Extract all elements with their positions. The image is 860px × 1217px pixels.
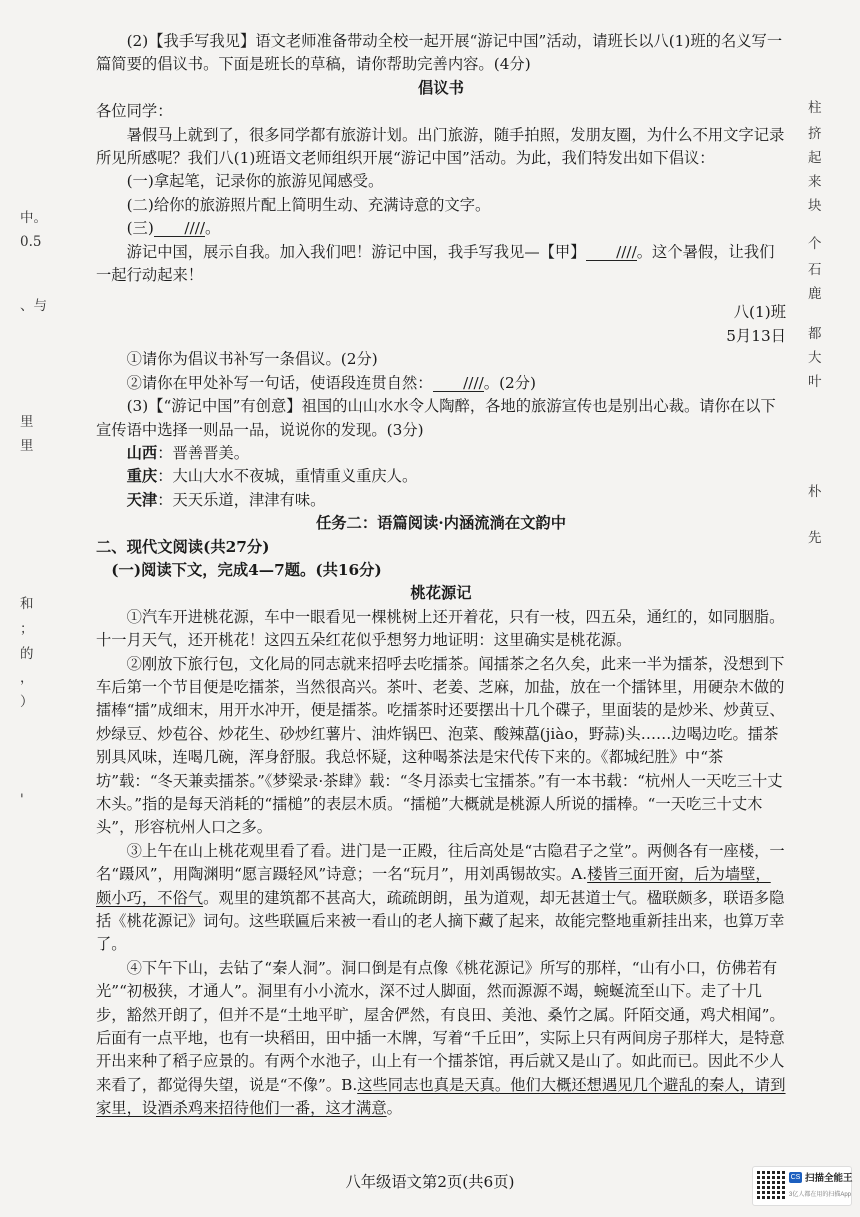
margin-fragment: ） bbox=[20, 694, 34, 710]
sub-question-2-score: 。(2分) bbox=[483, 373, 537, 392]
proposal-greeting: 各位同学： bbox=[96, 102, 173, 121]
slogan-text: ：大山大水不夜城，重情重义重庆人。 bbox=[157, 467, 418, 486]
margin-fragment: 起 bbox=[808, 150, 822, 166]
slogan-place: 天津 bbox=[126, 490, 158, 509]
answer-blank-sub-2[interactable]: //// bbox=[433, 375, 484, 392]
margin-fragment: 、与 bbox=[20, 298, 47, 314]
margin-fragment: 0.5 bbox=[20, 234, 42, 250]
page-footer: 八年级语文第2页(共6页) bbox=[345, 1173, 515, 1191]
slogan-text: ：天天乐道，津津有味。 bbox=[157, 490, 326, 509]
paragraph-3-text-a: ③上午在山上桃花观里看了看。进门是一正殿，往后高处是“古隐君子之堂”。两侧各有一座楼，一名“蹑风”，用陶渊明“愿言蹑轻风”诗意；一名“玩月”，用刘禹锡故实。A. bbox=[96, 841, 785, 884]
reading-instruction: (一)阅读下文，完成4—7题。(共16分) bbox=[111, 560, 382, 579]
margin-fragment: 柱 bbox=[808, 100, 822, 116]
signature-date: 5月13日 bbox=[726, 326, 786, 345]
margin-fragment: 的 bbox=[20, 646, 34, 662]
article-paragraph-1: ①汽车开进桃花源，车中一眼看见一棵桃树上还开着花，只有一枝，四五朵，通红的，如同胭脂。十一月天气，还开桃花！这四五朵红花似乎想努力地证明：这里确实是桃花源。 bbox=[96, 607, 785, 650]
margin-fragment: 块 bbox=[808, 198, 822, 214]
qr-code-icon bbox=[757, 1171, 785, 1199]
paragraph-4-text-a: ④下午下山，去钻了“秦人洞”。洞口倒是有点像《桃花源记》所写的那样，“山有小口，仿佛若有光”“初极狭，才通人”。洞里有小小流水，深不过人脚面，然而源源不竭，蜿蜒流至山下。走了十几步，豁然开朗了，但并不是“土地平旷，屋舍俨然，有良田、美池、桑竹之属。阡陌交通，鸡犬相闻”。后面有一点平地，也有一块稻田，田中插一木牌，写着“千丘田”，实际上只有两间房子那样大，是特意开出来种了稻子应景的。有两个水池子，山上有一个擂茶馆，再后就又是山了。如此而已。因此不少人来看了，都觉得失望，说是“不像”。B. bbox=[96, 958, 785, 1094]
margin-fragment: 先 bbox=[808, 530, 822, 546]
main-content bbox=[96, 30, 786, 1121]
margin-fragment: 个 bbox=[808, 236, 822, 252]
question-2-prompt: (2)【我手写我见】语文老师准备带动全校一起开展“游记中国”活动，请班长以八(1)班的名义写一篇简要的倡议书。下面是班长的草稿，请你帮助完善内容。(4分) bbox=[96, 32, 783, 74]
proposal-paragraph-2 bbox=[96, 241, 786, 288]
answer-blank-jia[interactable]: //// bbox=[586, 244, 637, 261]
section-title: 二、现代文阅读(共27分) bbox=[96, 537, 270, 556]
underlined-sentence-a: 楼皆三面开窗，后为墙壁，颇小巧，不俗气 bbox=[96, 865, 771, 907]
slogan-chongqing bbox=[96, 465, 786, 488]
margin-fragment: ； bbox=[20, 621, 34, 637]
margin-fragment: 石 bbox=[808, 262, 822, 278]
article-paragraph-3 bbox=[96, 840, 786, 957]
camscanner-logo-icon: CS bbox=[790, 1174, 801, 1181]
slogan-place: 重庆 bbox=[126, 467, 158, 486]
question-3-prompt: (3)【“游记中国”有创意】祖国的山山水水令人陶醉，各地的旅游宣传也是别出心裁。请你在以下宣传语中选择一则品一品，说说你的发现。(3分) bbox=[96, 397, 776, 439]
slogan-tianjin bbox=[96, 489, 786, 512]
scanner-app-name: 扫描全能王 bbox=[805, 1173, 853, 1184]
proposal-item-2: (二)给你的旅游照片配上简明生动、充满诗意的文字。 bbox=[126, 195, 491, 214]
item-3-prefix: (三) bbox=[126, 219, 154, 238]
margin-fragment: 大 bbox=[808, 350, 822, 366]
margin-fragment: 来 bbox=[808, 174, 822, 190]
margin-fragment: 中。 bbox=[20, 210, 47, 226]
signature-class: 八(1)班 bbox=[733, 303, 786, 322]
article-paragraph-4 bbox=[96, 957, 786, 1121]
paragraph-4-text-b: 。 bbox=[386, 1099, 402, 1118]
margin-fragment: 挤 bbox=[808, 126, 822, 142]
margin-fragment: ， bbox=[20, 670, 34, 686]
margin-fragment: 里 bbox=[20, 414, 34, 430]
underlined-sentence-b: 这些同志也真是天真。他们大概还想遇见几个避乱的秦人，请到家里，设酒杀鸡来招待他们一番，这才满意 bbox=[96, 1075, 786, 1118]
proposal-title: 倡议书 bbox=[418, 78, 464, 97]
article-title: 桃花源记 bbox=[410, 584, 472, 603]
scanner-tagline: 3亿人都在用的扫描App bbox=[789, 1192, 852, 1198]
margin-fragment: 朴 bbox=[808, 484, 822, 500]
margin-fragment: 和 bbox=[20, 596, 34, 612]
sub-question-2 bbox=[96, 372, 786, 395]
item-3-suffix: 。 bbox=[205, 219, 221, 238]
article-paragraph-2: ②刚放下旅行包，文化局的同志就来招呼去吃擂茶。闻擂茶之名久矣，此来一半为擂茶，没想到下车后第一个节目便是吃擂茶，当然很高兴。茶叶、老姜、芝麻，加盐，放在一个擂钵里，用硬杂木做的擂棒“擂”成细末，用开水冲开，便是擂茶。吃擂茶时还要摆出十几个碟子，里面装的是炒米、炒黄豆、炒绿豆、炒苞谷、炒花生、砂炒红薯片、油炸锅巴、泡菜、酸辣藠(jiào，野蒜)头……边喝边吃。擂茶别具风味，连喝几碗，浑身舒服。我总怀疑，这种喝茶法是宋代传下来的。《都城纪胜》中“茶坊”载：“冬天兼卖擂茶。”《梦梁录·茶肆》载：“冬月添卖七宝擂茶。”有一本书载：“杭州人一天吃三十丈木头。”指的是每天消耗的“擂槌”的表层木质。“擂槌”大概就是桃源人所说的擂棒。“一天吃三十丈木头”，形容杭州人口之多。 bbox=[96, 654, 785, 837]
slogan-shanxi bbox=[96, 442, 786, 465]
paragraph-2-text-b: 。这个暑假，让我们一起行动起来！ bbox=[96, 242, 775, 285]
margin-fragment: ' bbox=[20, 792, 24, 808]
proposal-item-3 bbox=[96, 217, 786, 240]
slogan-place: 山西 bbox=[126, 443, 158, 462]
proposal-paragraph-1: 暑假马上就到了，很多同学都有旅游计划。出门旅游，随手拍照，发朋友圈，为什么不用文字记录所见所感呢？我们八(1)班语文老师组织开展“游记中国”活动。为此，我们特发出如下倡议： bbox=[96, 125, 785, 168]
margin-fragment: 都 bbox=[808, 326, 822, 342]
sub-question-2-text: ②请你在甲处补写一句话，使语段连贯自然： bbox=[126, 373, 433, 392]
task-2-title: 任务二：语篇阅读·内涵流淌在文韵中 bbox=[315, 514, 567, 533]
margin-fragment: 鹿 bbox=[808, 286, 822, 302]
paragraph-2-text-a: 游记中国，展示自我。加入我们吧！游记中国，我手写我见—【甲】 bbox=[126, 242, 586, 261]
margin-fragment: 里 bbox=[20, 438, 34, 454]
sub-question-1: ①请你为倡议书补写一条倡议。(2分) bbox=[126, 350, 378, 369]
paragraph-3-text-b: 。观里的建筑都不甚高大，疏疏朗朗，虽为道观，却无甚道士气。楹联颇多，联语多隐括《桃花源记》词句。这些联匾后来被一看山的老人摘下藏了起来，故能完整地重新挂出来，也算万幸了。 bbox=[96, 888, 785, 954]
margin-fragment: 叶 bbox=[808, 374, 822, 390]
proposal-item-1: (一)拿起笔，记录你的旅游见闻感受。 bbox=[126, 172, 384, 191]
slogan-text: ：晋善晋美。 bbox=[157, 443, 249, 462]
scanner-watermark bbox=[752, 1166, 852, 1206]
answer-blank-item-3[interactable]: //// bbox=[154, 220, 205, 237]
